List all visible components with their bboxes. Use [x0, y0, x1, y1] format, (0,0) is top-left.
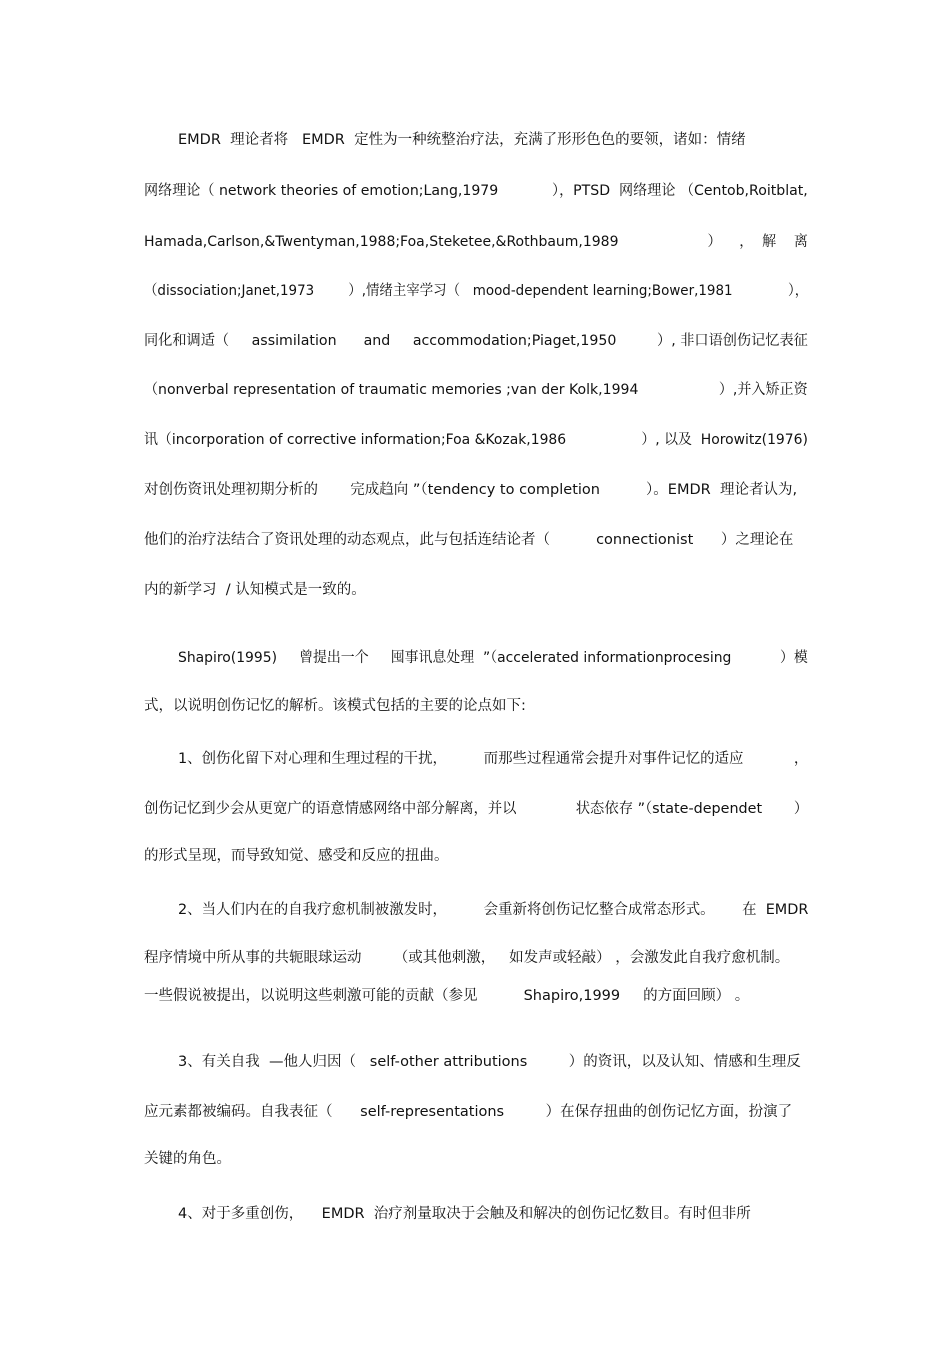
text-line-p2-1: Shapiro(1995) 曾提出一个 囤事讯息处理 ”（accelerated informationprocesing ）模	[178, 650, 808, 666]
text-line-p1-9: 他们的治疗法结合了资讯处理的动态观点，此与包括连结论者（ connectionist ）之理论在	[144, 532, 794, 548]
text-line-p3-2: 创伤记忆到少会从更宽广的语意情感网络中部分解离，并以 状态依存 ”（state-dependet ）	[144, 801, 809, 817]
text-line-p6-1: 4、对于多重创伤， EMDR 治疗剂量取决于会触及和解决的创伤记忆数目。有时但非所	[178, 1206, 751, 1222]
text-line-p4-2: 程序情境中所从事的共轭眼球运动 （或其他刺激， 如发声或轻敲） ，会激发此自我疗愈机制。	[144, 950, 790, 966]
text-line-p1-3: Hamada,Carlson,&Twentyman,1988;Foa,Steketee,&Rothbaum,1989 ） ， 解 离	[144, 234, 808, 250]
text-line-p3-3: 的形式呈现，而导致知觉、感受和反应的扭曲。	[144, 848, 449, 864]
text-line-p1-5: 同化和调适（ assimilation and accommodation;Piaget,1950 ）, 非口语创伤记忆表征	[144, 333, 808, 349]
text-line-p1-6: （nonverbal representation of traumatic memories ;van der Kolk,1994 ）,并入矫正资	[144, 382, 808, 398]
text-line-p1-8: 对创伤资讯处理初期分析的 完成趋向 ”（tendency to completion ）。EMDR 理论者认为,	[144, 482, 798, 498]
text-line-p5-1: 3、有关自我 —他人归因（ self-other attributions ）的资讯，以及认知、情感和生理反	[178, 1054, 801, 1070]
text-line-p5-2: 应元素都被编码。自我表征（ self-representations ）在保存扭曲的创伤记忆方面，扮演了	[144, 1104, 793, 1120]
text-line-p4-1: 2、当人们内在的自我疗愈机制被激发时， 会重新将创伤记忆整合成常态形式。 在 EMDR	[178, 902, 809, 918]
text-line-p2-2: 式，以说明创伤记忆的解析。该模式包括的主要的论点如下:	[144, 698, 526, 714]
text-line-p1-2: 网络理论（ network theories of emotion;Lang,1979 ），PTSD 网络理论 （Centob,Roitblat,	[144, 183, 808, 199]
text-line-p3-1: 1、创伤化留下对心理和生理过程的干扰， 而那些过程通常会提升对事件记忆的适应 ，	[178, 751, 809, 767]
text-line-p1-4: （dissociation;Janet,1973 ）,情绪主宰学习（ mood-dependent learning;Bower,1981 ），	[144, 283, 809, 299]
text-line-p1-7: 讯（incorporation of corrective information;Foa &Kozak,1986 ）, 以及 Horowitz(1976)	[144, 432, 808, 448]
text-line-p1-10: 内的新学习 / 认知模式是一致的。	[144, 582, 366, 598]
text-line-p1-1: EMDR 理论者将 EMDR 定性为一种统整治疗法，充满了形形色色的要领，诸如：情绪	[178, 132, 746, 148]
text-line-p4-3: 一些假说被提出，以说明这些刺激可能的贡献（参见 Shapiro,1999 的方面回顾） 。	[144, 988, 750, 1004]
text-line-p5-3: 关键的角色。	[144, 1151, 231, 1167]
